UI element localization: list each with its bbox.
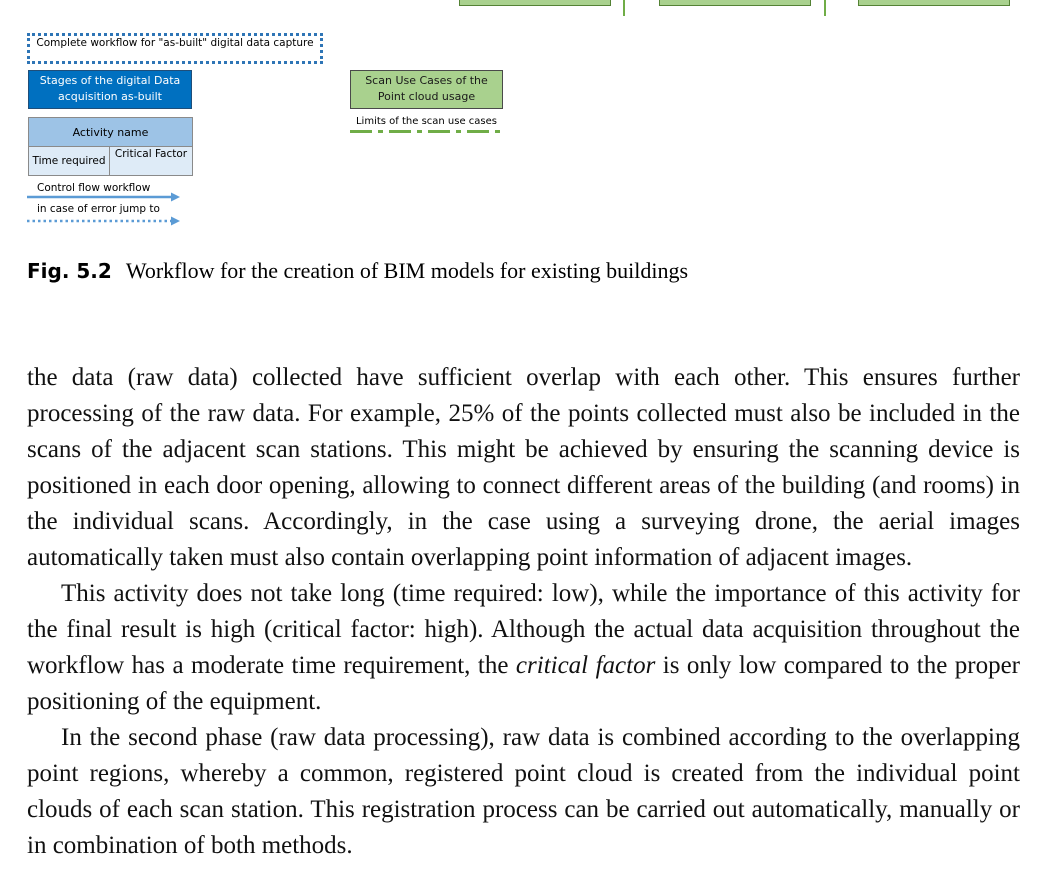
legend-limits-label: Limits of the scan use cases bbox=[355, 116, 497, 127]
paragraph-3: In the second phase (raw data processing), raw data is combined according to the overlapping point regions, whereby a common, registered point cloud is created from the individual point clouds of each scan station. This registration process can be carried out automatically, manually or in combination of both methods. bbox=[27, 724, 1020, 859]
top-connector-2 bbox=[824, 0, 826, 16]
legend-complete-workflow-text: Complete workflow for "as-built" digital data capture bbox=[36, 37, 314, 49]
legend-control-flow-label: Control flow workflow bbox=[37, 182, 151, 194]
paragraph-2 bbox=[27, 576, 1020, 720]
error-jump-arrow bbox=[27, 215, 182, 227]
paragraph-2-part-a: This activity does not take long (time required: low), while the importance of this activity for the final result is high (critical factor: high). Although the actual data acquisition throughout the workflow has a moderate time requirement, the bbox=[27, 580, 1020, 679]
legend-error-jump-label: in case of error jump to bbox=[37, 203, 160, 215]
paragraph-1: the data (raw data) collected have sufficient overlap with each other. This ensures further processing of the raw data. For example, 25% of the points collected must also be included in the scans of the adjacent scan stations. This might be achieved by ensuring the scanning device is positioned in each door opening, allowing to connect different areas of the building (and rooms) in the individual scans. Accordingly, in the case using a surveying drone, the aerial images automatically taken must also contain overlapping point information of adjacent images. bbox=[27, 364, 1020, 571]
body-text bbox=[27, 360, 1020, 864]
paragraph-2-emphasis: critical factor bbox=[515, 652, 656, 679]
legend-time-required: Time required bbox=[28, 147, 110, 176]
legend-limits-line bbox=[350, 130, 503, 133]
legend-critical-factor: Critical Factor bbox=[109, 147, 193, 176]
figure-caption-text: Workflow for the creation of BIM models for existing buildings bbox=[125, 258, 689, 283]
top-activity-box-2 bbox=[659, 0, 811, 6]
top-activity-box-1 bbox=[459, 0, 611, 6]
legend-scan-use-cases: Scan Use Cases of the Point cloud usage bbox=[350, 70, 503, 109]
figure-caption bbox=[27, 258, 1027, 284]
legend-activity-name: Activity name bbox=[28, 117, 193, 147]
paragraph-2-part-b: is only low compared to the proper positioning of the equipment. bbox=[27, 652, 1021, 715]
legend-complete-workflow bbox=[27, 33, 323, 64]
top-activity-box-3 bbox=[858, 0, 1010, 6]
top-connector-1 bbox=[623, 0, 625, 16]
figure-label: Fig. 5.2 bbox=[27, 259, 112, 283]
legend-stage-box: Stages of the digital Data acquisition as-built bbox=[28, 70, 192, 109]
control-flow-arrow bbox=[27, 191, 182, 203]
